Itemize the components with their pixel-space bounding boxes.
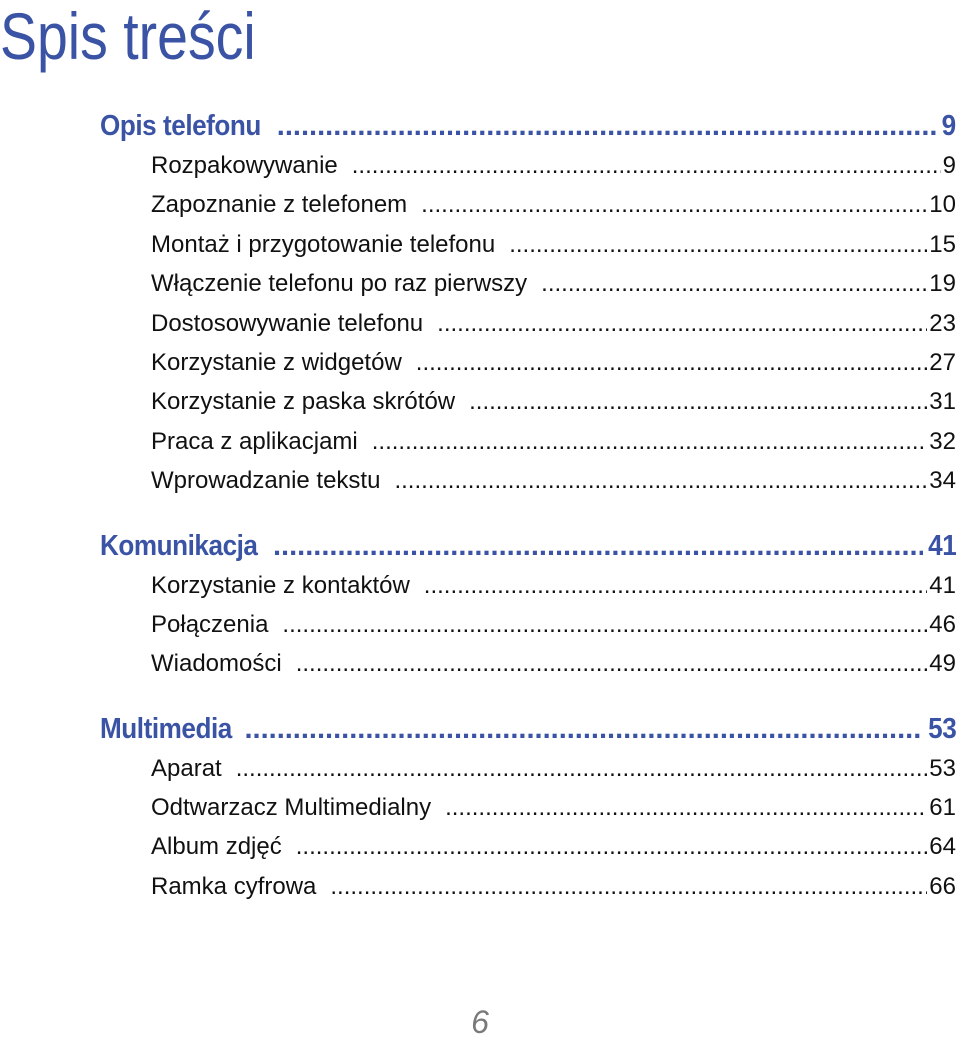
entry-page-number: 34 — [929, 467, 956, 495]
entry-page-number: 66 — [929, 872, 956, 900]
dot-leader — [296, 650, 928, 678]
dot-leader — [372, 428, 928, 456]
toc-section-komunikacja — [100, 530, 956, 690]
section-page-number: 53 — [927, 712, 956, 745]
dot-leader — [424, 572, 928, 600]
entry-page-number: 64 — [929, 833, 956, 861]
entry-label: Dostosowywanie telefonu — [151, 309, 424, 337]
entry-label: Rozpakowywanie — [151, 152, 338, 179]
entry-label: Korzystanie z widgetów — [151, 348, 402, 376]
entry-label: Montaż i przygotowanie telefonu — [151, 230, 496, 258]
entry-label: Włączenie telefonu po raz pierwszy — [151, 270, 528, 298]
toc-entry[interactable] — [151, 310, 956, 349]
entry-label: Korzystanie z paska skrótów — [151, 388, 456, 416]
entry-page-number: 49 — [929, 650, 956, 678]
entry-page-number: 23 — [929, 309, 956, 337]
dot-leader — [541, 270, 927, 298]
entry-page-number: 10 — [929, 191, 956, 219]
dot-leader — [296, 833, 928, 861]
toc-section-heading[interactable] — [100, 110, 956, 152]
dot-leader — [445, 794, 927, 822]
toc-entry[interactable] — [151, 191, 956, 230]
toc-section-opis-telefonu — [100, 110, 956, 507]
dot-leader — [277, 110, 939, 143]
toc-entry[interactable] — [151, 755, 956, 794]
toc-entry[interactable] — [151, 467, 956, 506]
entry-label: Wiadomości — [151, 650, 282, 678]
entry-page-number: 61 — [929, 794, 956, 822]
entry-page-number: 15 — [929, 230, 956, 258]
dot-leader — [244, 713, 922, 746]
entry-label: Ramka cyfrowa — [151, 872, 317, 900]
toc-entry[interactable] — [151, 572, 956, 611]
dot-leader — [282, 611, 927, 639]
toc-entry[interactable] — [151, 270, 956, 309]
entry-page-number: 9 — [942, 152, 956, 179]
entry-page-number: 53 — [929, 754, 956, 782]
entry-label: Wprowadzanie tekstu — [151, 467, 381, 495]
section-title: Multimedia — [100, 712, 232, 745]
entry-page-number: 41 — [929, 571, 956, 599]
table-of-contents — [100, 110, 956, 912]
dot-leader — [421, 191, 927, 219]
entry-page-number: 31 — [929, 388, 956, 416]
toc-section-multimedia — [100, 713, 956, 913]
entry-page-number: 46 — [929, 610, 956, 638]
dot-leader — [437, 310, 927, 338]
dot-leader — [394, 467, 927, 495]
dot-leader — [330, 873, 927, 901]
entry-page-number: 19 — [929, 270, 956, 298]
entry-label: Zapoznanie z telefonem — [151, 191, 408, 219]
toc-section-heading[interactable] — [100, 530, 956, 572]
toc-entry[interactable] — [151, 794, 956, 833]
page-number: 6 — [471, 1004, 489, 1040]
section-page-number: 41 — [927, 529, 956, 562]
dot-leader — [236, 755, 928, 783]
dot-leader — [509, 231, 927, 259]
entry-label: Połączenia — [151, 610, 269, 638]
toc-entry[interactable] — [151, 833, 956, 872]
toc-entry[interactable] — [151, 428, 956, 467]
section-title: Opis telefonu — [100, 110, 261, 142]
dot-leader — [273, 530, 923, 563]
toc-entry[interactable] — [151, 873, 956, 912]
toc-section-heading[interactable] — [100, 713, 956, 755]
entry-label: Praca z aplikacjami — [151, 427, 358, 455]
dot-leader — [416, 349, 928, 377]
page-title: Spis treści — [0, 0, 256, 73]
dot-leader — [469, 388, 927, 416]
dot-leader — [352, 152, 941, 180]
entry-label: Odtwarzacz Multimedialny — [151, 794, 432, 822]
entry-label: Aparat — [151, 754, 222, 782]
entry-page-number: 32 — [929, 427, 956, 455]
entry-label: Album zdjęć — [151, 833, 282, 861]
toc-entry[interactable] — [151, 152, 956, 191]
entry-page-number: 27 — [929, 348, 956, 376]
entry-label: Korzystanie z kontaktów — [151, 571, 410, 599]
toc-entry[interactable] — [151, 231, 956, 270]
toc-entry[interactable] — [151, 650, 956, 689]
toc-entry[interactable] — [151, 349, 956, 388]
toc-entry[interactable] — [151, 388, 956, 427]
section-page-number: 9 — [941, 110, 956, 142]
section-title: Komunikacja — [100, 529, 258, 562]
toc-entry[interactable] — [151, 611, 956, 650]
